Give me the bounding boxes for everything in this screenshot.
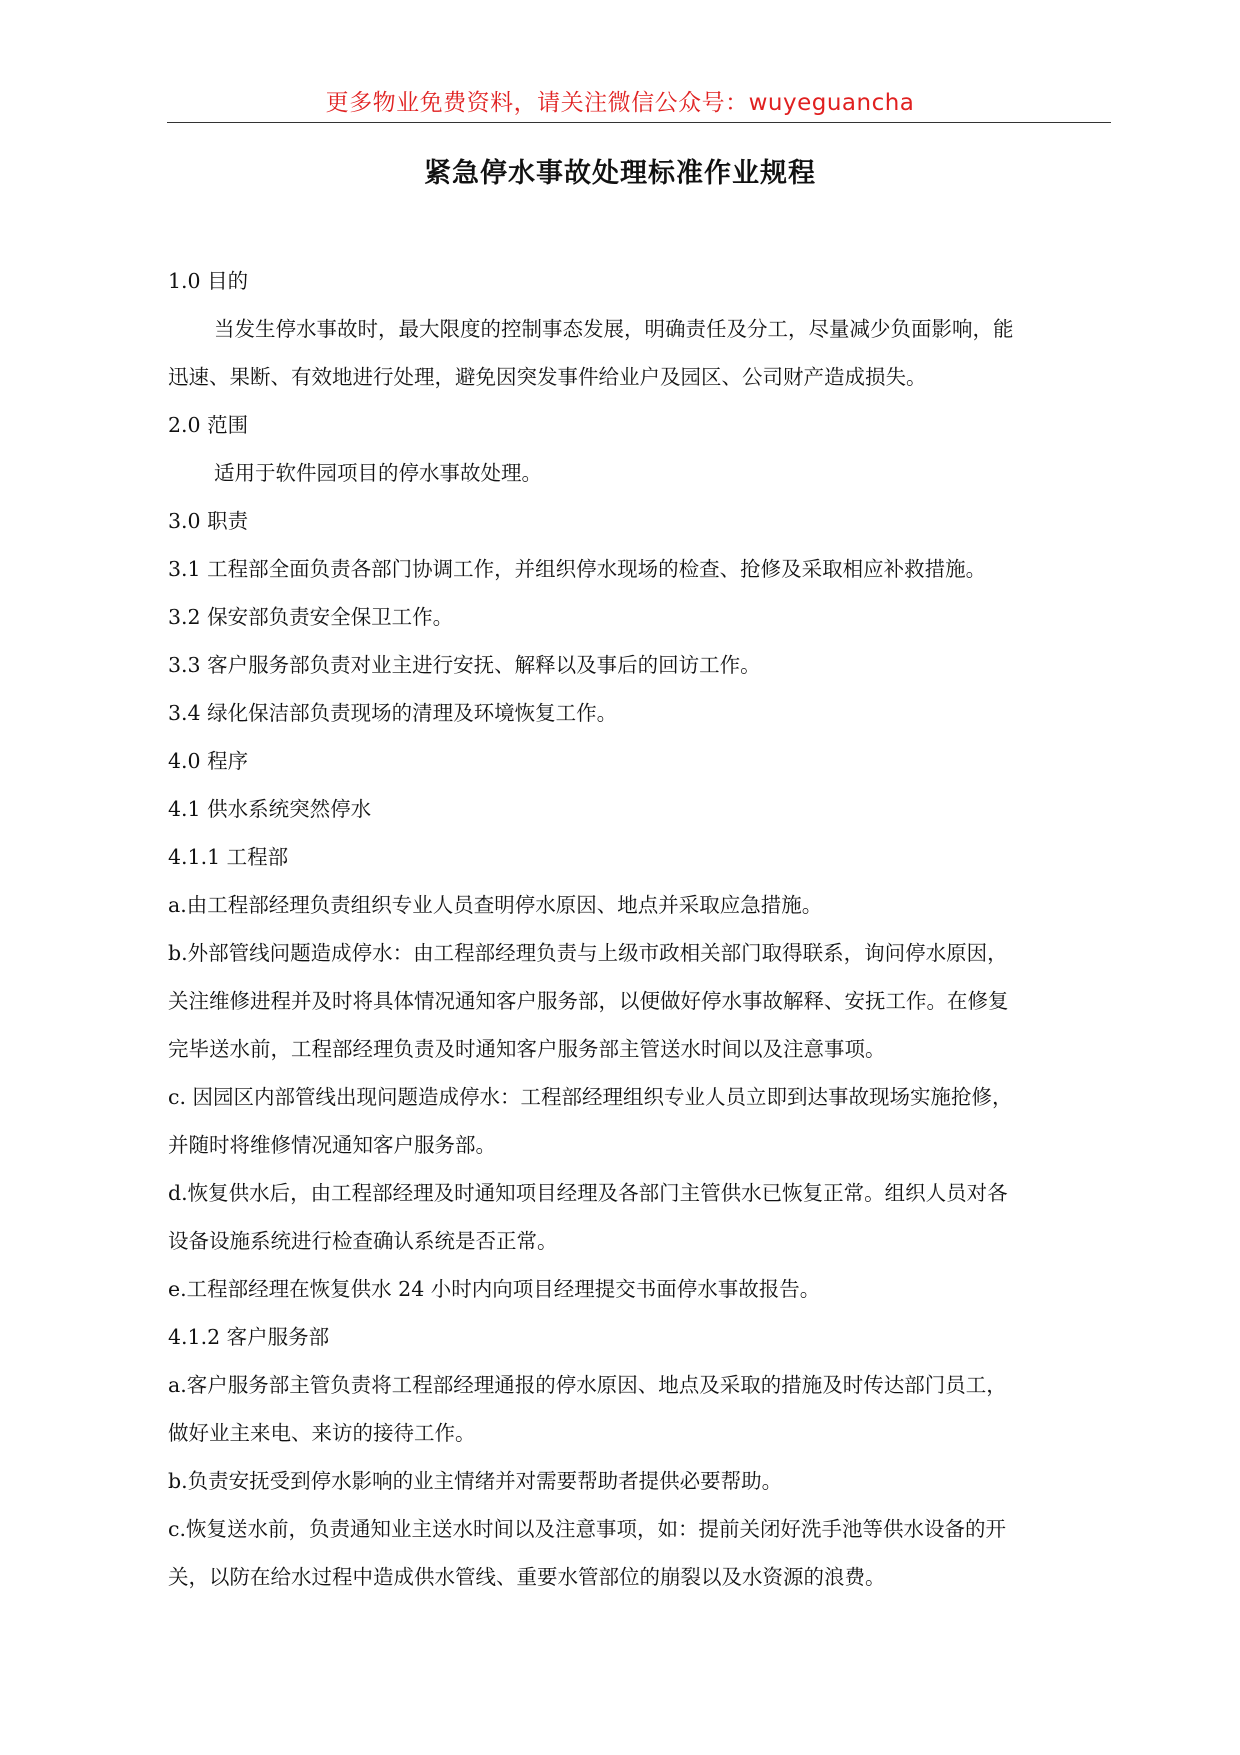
body-line: 迅速、果断、有效地进行处理，避免因突发事件给业户及园区、公司财产造成损失。 — [168, 365, 927, 389]
body-line: 4.1 供水系统突然停水 — [168, 797, 372, 821]
body-line: 当发生停水事故时，最大限度的控制事态发展，明确责任及分工，尽量减少负面影响，能 — [214, 317, 1014, 341]
body-line: b.外部管线问题造成停水：由工程部经理负责与上级市政相关部门取得联系，询问停水原因， — [168, 941, 1008, 965]
body-line: 适用于软件园项目的停水事故处理。 — [214, 461, 542, 485]
body-line: 关，以防在给水过程中造成供水管线、重要水管部位的崩裂以及水资源的浪费。 — [168, 1565, 886, 1589]
body-line: c.恢复送水前，负责通知业主送水时间以及注意事项，如：提前关闭好洗手池等供水设备的开 — [168, 1517, 1006, 1541]
body-line: 4.1.2 客户服务部 — [168, 1325, 330, 1349]
document-body — [168, 257, 1110, 1601]
body-line: 4.0 程序 — [168, 749, 249, 773]
body-line: 完毕送水前，工程部经理负责及时通知客户服务部主管送水时间以及注意事项。 — [168, 1037, 886, 1061]
body-line: 3.1 工程部全面负责各部门协调工作，并组织停水现场的检查、抢修及采取相应补救措施。 — [168, 557, 987, 581]
body-line: 设备设施系统进行检查确认系统是否正常。 — [168, 1229, 558, 1253]
body-line: 1.0 目的 — [168, 269, 249, 293]
body-line: 3.3 客户服务部负责对业主进行安抚、解释以及事后的回访工作。 — [168, 653, 761, 677]
body-line: a.由工程部经理负责组织专业人员查明停水原因、地点并采取应急措施。 — [168, 893, 823, 917]
header-banner: 更多物业免费资料，请关注微信公众号：wuyeguancha — [325, 90, 915, 116]
body-line: d.恢复供水后，由工程部经理及时通知项目经理及各部门主管供水已恢复正常。组织人员对各 — [168, 1181, 1008, 1205]
body-line: 并随时将维修情况通知客户服务部。 — [168, 1133, 496, 1157]
body-line: e.工程部经理在恢复供水 24 小时内向项目经理提交书面停水事故报告。 — [168, 1277, 821, 1301]
body-line: 3.2 保安部负责安全保卫工作。 — [168, 605, 454, 629]
body-line: 4.1.1 工程部 — [168, 845, 289, 869]
body-line: 关注维修进程并及时将具体情况通知客户服务部，以便做好停水事故解释、安抚工作。在修复 — [168, 989, 1009, 1013]
body-line: 做好业主来电、来访的接待工作。 — [168, 1421, 476, 1445]
body-line: 3.0 职责 — [168, 509, 249, 533]
body-line: a.客户服务部主管负责将工程部经理通报的停水原因、地点及采取的措施及时传达部门员工， — [168, 1373, 1007, 1397]
header-divider — [167, 122, 1111, 123]
document-title: 紧急停水事故处理标准作业规程 — [424, 158, 816, 189]
body-line: 2.0 范围 — [168, 413, 249, 437]
body-line: c. 因园区内部管线出现问题造成停水：工程部经理组织专业人员立即到达事故现场实施抢修， — [168, 1085, 1013, 1109]
body-line: b.负责安抚受到停水影响的业主情绪并对需要帮助者提供必要帮助。 — [168, 1469, 783, 1493]
body-line: 3.4 绿化保洁部负责现场的清理及环境恢复工作。 — [168, 701, 618, 725]
